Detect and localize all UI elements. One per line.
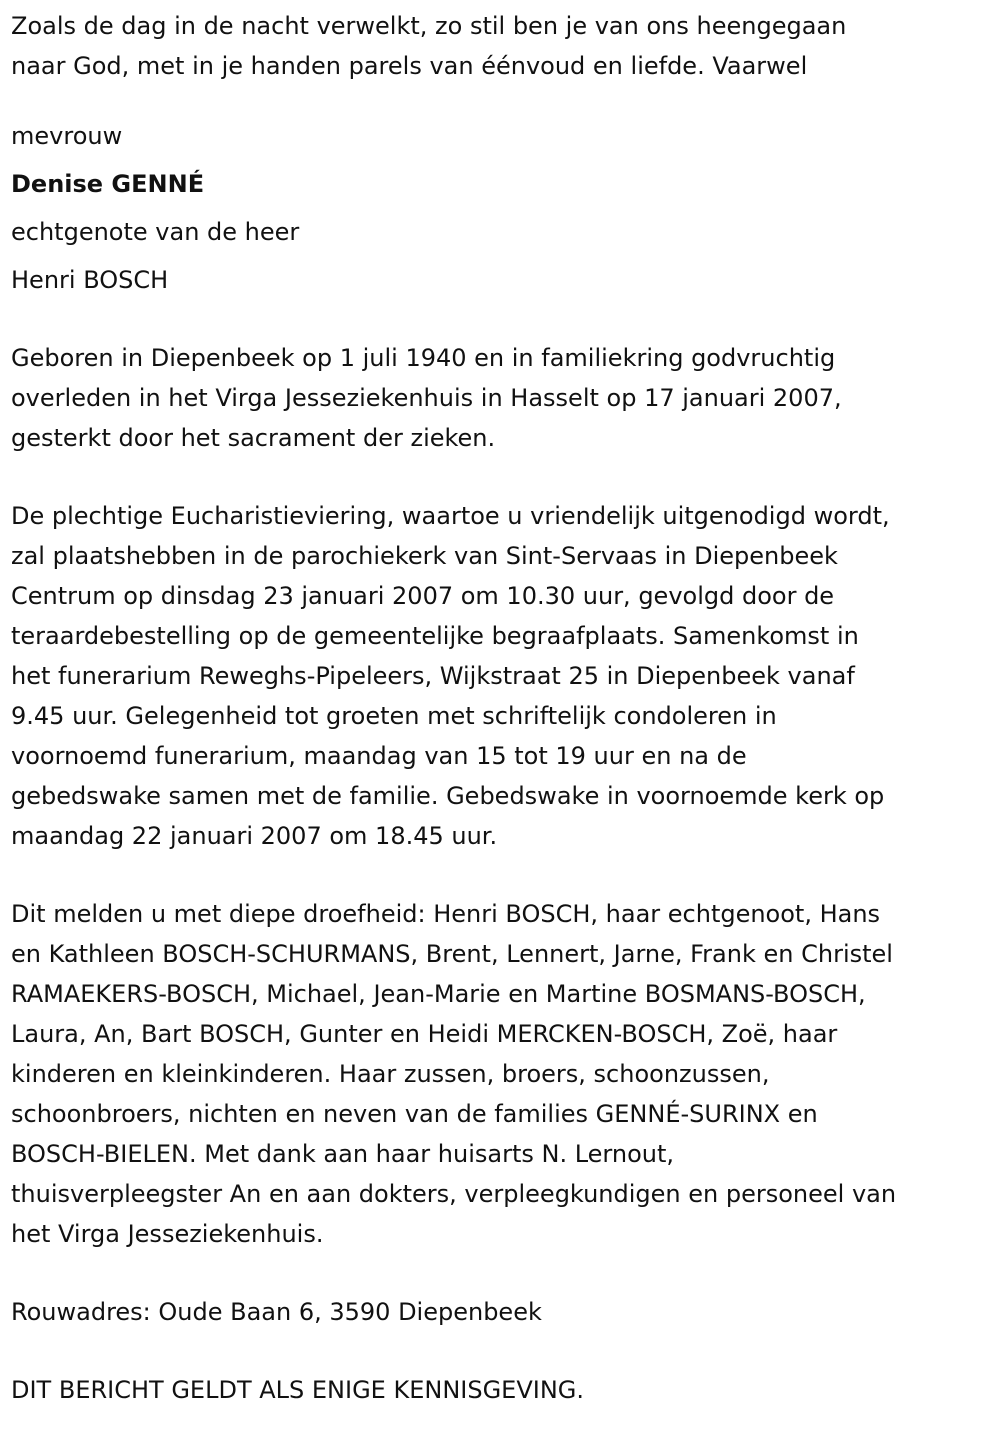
name-block — [11, 112, 993, 304]
poem-line: naar God, met in je handen parels van éénvoud en liefde. Vaarwel — [11, 52, 808, 80]
address-block — [11, 1292, 993, 1332]
paragraph-line: overleden in het Virga Jesseziekenhuis in Hasselt op 17 januari 2007, — [11, 384, 842, 412]
paragraph-line: kinderen en kleinkinderen. Haar zussen, broers, schoonzussen, — [11, 1060, 770, 1088]
paragraph-line: schoonbroers, nichten en neven van de families GENNÉ-SURINX en — [11, 1100, 818, 1128]
paragraph-line: en Kathleen BOSCH-SCHURMANS, Brent, Lennert, Jarne, Frank en Christel — [11, 940, 893, 968]
paragraph-line: teraardebestelling op de gemeentelijke begraafplaats. Samenkomst in — [11, 622, 859, 650]
paragraph-line: Centrum op dinsdag 23 januari 2007 om 10.30 uur, gevolgd door de — [11, 582, 835, 610]
paragraph-line: voornoemd funerarium, maandag van 15 tot 19 uur en na de — [11, 742, 747, 770]
obituary-document — [11, 6, 993, 1410]
birth-death-block — [11, 338, 993, 458]
notice-block — [11, 1370, 993, 1410]
title-prefix: mevrouw — [11, 122, 123, 150]
paragraph-line: gebedswake samen met de familie. Gebedswake in voornoemde kerk op — [11, 782, 885, 810]
poem-line: Zoals de dag in de nacht verwelkt, zo stil ben je van ons heengegaan — [11, 12, 847, 40]
relation-text: echtgenote van de heer — [11, 218, 300, 246]
paragraph-line: BOSCH-BIELEN. Met dank aan haar huisarts N. Lernout, — [11, 1140, 675, 1168]
spouse-name: Henri BOSCH — [11, 266, 169, 294]
paragraph-line: RAMAEKERS-BOSCH, Michael, Jean-Marie en Martine BOSMANS-BOSCH, — [11, 980, 866, 1008]
announcement-block — [11, 894, 993, 1254]
deceased-name: Denise GENNÉ — [11, 170, 205, 198]
paragraph-line: Geboren in Diepenbeek op 1 juli 1940 en in familiekring godvruchtig — [11, 344, 836, 372]
poem-block — [11, 6, 993, 86]
paragraph-line: het funerarium Reweghs-Pipeleers, Wijkstraat 25 in Diepenbeek vanaf — [11, 662, 855, 690]
ceremony-block — [11, 496, 993, 856]
paragraph-line: Dit melden u met diepe droefheid: Henri BOSCH, haar echtgenoot, Hans — [11, 900, 881, 928]
paragraph-line: De plechtige Eucharistieviering, waartoe u vriendelijk uitgenodigd wordt, — [11, 502, 890, 530]
paragraph-line: maandag 22 januari 2007 om 18.45 uur. — [11, 822, 498, 850]
paragraph-line: thuisverpleegster An en aan dokters, verpleegkundigen en personeel van — [11, 1180, 897, 1208]
paragraph-line: Laura, An, Bart BOSCH, Gunter en Heidi MERCKEN-BOSCH, Zoë, haar — [11, 1020, 838, 1048]
paragraph-line: het Virga Jesseziekenhuis. — [11, 1220, 324, 1248]
sole-notice-text: DIT BERICHT GELDT ALS ENIGE KENNISGEVING. — [11, 1376, 585, 1404]
paragraph-line: zal plaatshebben in de parochiekerk van Sint-Servaas in Diepenbeek — [11, 542, 838, 570]
mourning-address: Rouwadres: Oude Baan 6, 3590 Diepenbeek — [11, 1298, 542, 1326]
paragraph-line: gesterkt door het sacrament der zieken. — [11, 424, 496, 452]
paragraph-line: 9.45 uur. Gelegenheid tot groeten met schriftelijk condoleren in — [11, 702, 777, 730]
